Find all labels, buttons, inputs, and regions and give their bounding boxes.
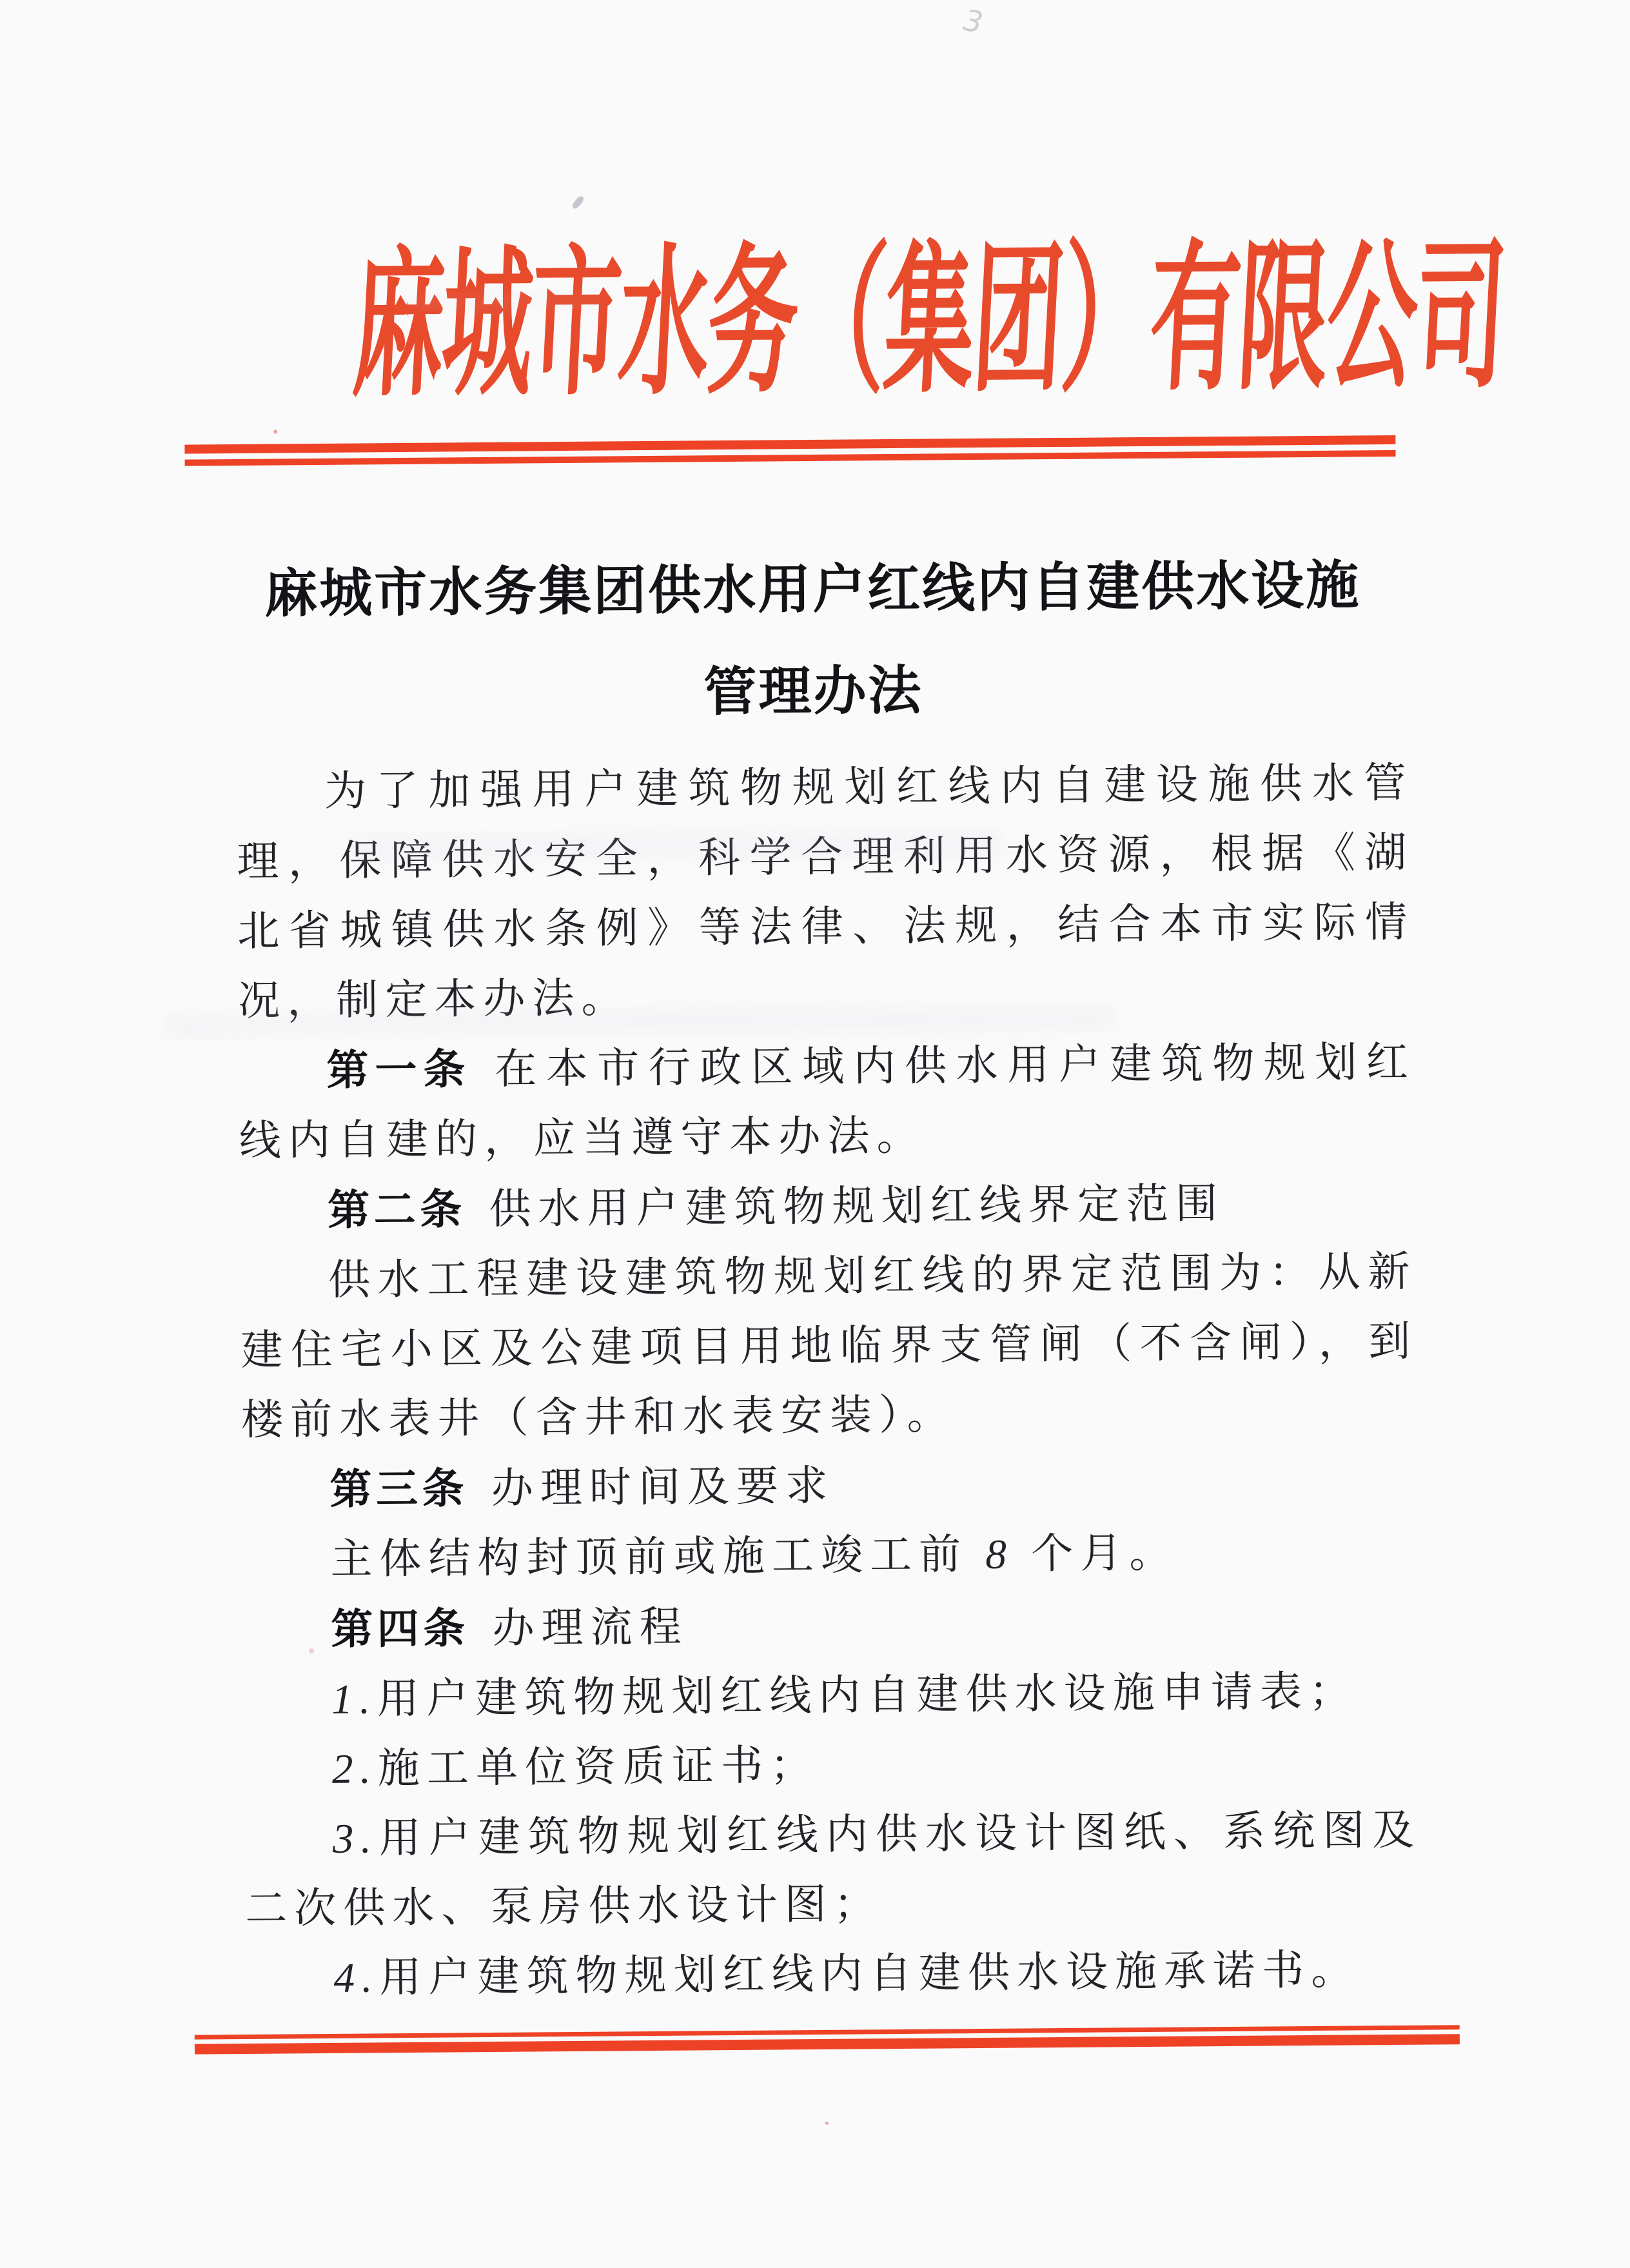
article-4 — [242, 1586, 1420, 1666]
footer-double-rule — [195, 2025, 1460, 2054]
scan-speckle — [309, 1648, 314, 1653]
article-3 — [242, 1446, 1419, 1526]
letterhead-double-rule — [184, 435, 1395, 466]
article-4-head: 第四条 — [331, 1604, 470, 1653]
scan-speckle — [273, 430, 277, 434]
article-1-head: 第一条 — [326, 1045, 472, 1094]
article-1-text: 在本市行政区域内供水用户建筑物规划红线内自建的，应当遵守本办法。 — [239, 1039, 1416, 1165]
article-4-text: 办理流程 — [492, 1604, 689, 1652]
article-2-head: 第二条 — [327, 1185, 466, 1234]
paragraph-intro: 为了加强用户建筑物规划红线内自建设施供水管理，保障供水安全，科学合理利用水资源，根据《湖北省城镇供水条例》等法律、法规，结合本市实际情况，制定本办法。 — [237, 760, 1415, 1025]
article-2 — [239, 1167, 1417, 1247]
article-1 — [239, 1027, 1417, 1176]
list-item-3: 3.用户建筑物规划红线内供水设计图纸、系统图及二次供水、泵房供水设计图； — [244, 1807, 1422, 1933]
bleed-through-smudge — [408, 293, 602, 311]
document-title-line-1: 麻城市水务集团供水用户红线内自建供水设施 — [264, 556, 1361, 624]
document-title-line-2: 管理办法 — [703, 661, 923, 722]
rule-thin-bar — [185, 450, 1396, 466]
document-body — [236, 749, 1422, 2014]
list-item-1: 1.用户建筑物规划红线内自建供水设施申请表； — [331, 1668, 1359, 1723]
paragraph-redline-scope: 供水工程建设建筑物规划红线的界定范围为：从新建住宅小区及公建项目用地临界支管闸（不含闸），到楼前水表井（含井和水表安装）。 — [241, 1248, 1418, 1445]
document-title — [0, 533, 1629, 749]
article-2-text: 供水用户建筑物规划红线界定范围 — [489, 1181, 1225, 1233]
bleed-through-smudge — [348, 829, 1005, 863]
list-item-4: 4.用户建筑物规划红线内自建供水设施承诺书。 — [333, 1947, 1360, 2002]
scan-speckle — [825, 2122, 829, 2125]
article-3-text: 办理时间及要求 — [491, 1463, 835, 1512]
paragraph-deadline: 主体结构封顶前或施工竣工前 8 个月。 — [330, 1530, 1179, 1583]
article-3-head: 第三条 — [329, 1464, 469, 1513]
letterhead-company-name: 麻城市水务（集团）有限公司 — [349, 222, 1509, 419]
pencil-corner-mark: 3 — [957, 3, 989, 40]
list-item-2: 2.施工单位资质证书； — [331, 1742, 820, 1793]
scan-speckle — [571, 195, 585, 210]
